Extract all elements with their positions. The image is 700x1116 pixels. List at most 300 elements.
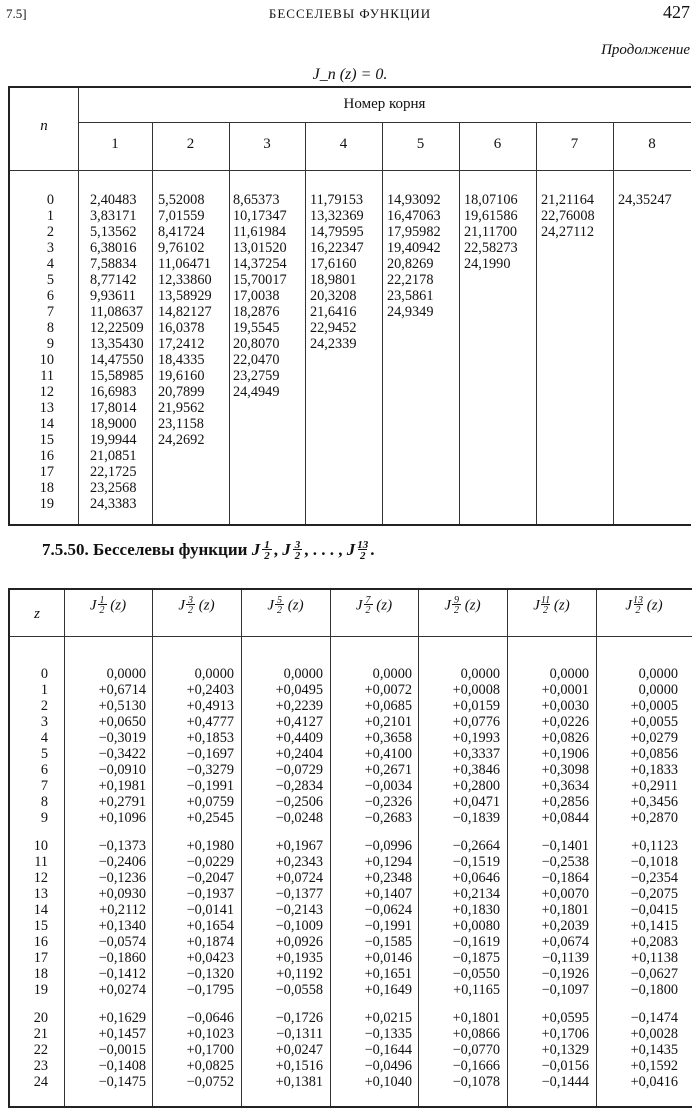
cell: 17 — [39, 464, 54, 480]
cell: +0,0826 — [541, 730, 589, 746]
cell: 0,0000 — [372, 666, 412, 682]
cell: 18,4335 — [158, 352, 205, 368]
func-header — [330, 596, 418, 616]
cell: 10 — [39, 352, 54, 368]
cell: −0,2143 — [275, 902, 323, 918]
cell: 12 — [33, 870, 48, 886]
cell: 11 — [34, 854, 48, 870]
cell: 2 — [40, 698, 48, 714]
cell: 9 — [40, 810, 48, 826]
divider — [64, 590, 65, 1106]
cell: −0,1139 — [542, 950, 589, 966]
period: . — [370, 540, 375, 559]
cell: 22,58273 — [464, 240, 518, 256]
divider — [241, 590, 242, 1106]
cell: −0,1800 — [630, 982, 678, 998]
cell: 13,01520 — [233, 240, 287, 256]
cell: 17,6160 — [310, 256, 357, 272]
cell: 24 — [33, 1074, 48, 1090]
func-symbol: J — [178, 597, 186, 614]
cell: +0,0080 — [452, 918, 500, 934]
cell: −0,3279 — [186, 762, 234, 778]
cell: +0,2239 — [275, 698, 323, 714]
divider — [382, 122, 383, 524]
comma: , — [273, 540, 278, 559]
divider — [152, 122, 153, 524]
cell: −0,1018 — [630, 854, 678, 870]
cell: −0,0752 — [186, 1074, 234, 1090]
cell: 5,13562 — [90, 224, 137, 240]
cell: +0,2911 — [631, 778, 678, 794]
cell: +0,0866 — [452, 1026, 500, 1042]
sub-den: 2 — [264, 550, 270, 563]
cell: +0,1294 — [364, 854, 412, 870]
cell: 15 — [39, 432, 54, 448]
func-header — [152, 596, 241, 616]
cell: +0,2870 — [630, 810, 678, 826]
sub-num: 3 — [294, 539, 301, 552]
cell: −0,1320 — [186, 966, 234, 982]
j9-column — [422, 666, 500, 1090]
cell: −0,1474 — [630, 1010, 678, 1026]
cell: +0,0495 — [275, 682, 323, 698]
func-order — [186, 596, 195, 616]
cell: 13,35430 — [90, 336, 144, 352]
cell: 13,58929 — [158, 288, 212, 304]
cell: +0,1981 — [98, 778, 146, 794]
cell: 18 — [39, 480, 54, 496]
cell: 16 — [39, 448, 54, 464]
cell: −0,1860 — [98, 950, 146, 966]
cell: −0,0415 — [630, 902, 678, 918]
cell: −0,0729 — [275, 762, 323, 778]
cell: −0,1311 — [276, 1026, 323, 1042]
cell: 21,6416 — [310, 304, 357, 320]
cell: −0,1444 — [541, 1074, 589, 1090]
cell: +0,2348 — [364, 870, 412, 886]
col-header-1: 1 — [111, 136, 119, 152]
roots-column-1 — [90, 192, 144, 512]
cell: 0 — [46, 192, 54, 208]
roots-column-7 — [541, 192, 595, 240]
cell: +0,2404 — [275, 746, 323, 762]
order-den: 2 — [635, 605, 641, 616]
cell: −0,1408 — [98, 1058, 146, 1074]
cell: 16 — [33, 934, 48, 950]
cell: −0,1401 — [541, 838, 589, 854]
func-symbol: J — [267, 597, 275, 614]
sub-num: 13 — [357, 539, 369, 552]
order-num: 11 — [540, 595, 551, 606]
cell: −0,0156 — [541, 1058, 589, 1074]
j-symbol: J — [346, 540, 356, 559]
cell: 23,1158 — [158, 416, 204, 432]
cell: 24,2692 — [158, 432, 205, 448]
cell: −0,1991 — [364, 918, 412, 934]
cell: +0,1040 — [364, 1074, 412, 1090]
cell: +0,1435 — [630, 1042, 678, 1058]
cell: +0,1906 — [541, 746, 589, 762]
cell: +0,0001 — [541, 682, 589, 698]
cell: −0,0229 — [186, 854, 234, 870]
cell: 22,76008 — [541, 208, 595, 224]
cell: +0,0072 — [364, 682, 412, 698]
cell: 21 — [33, 1026, 48, 1042]
j1-column — [68, 666, 146, 1090]
cell: −0,2538 — [541, 854, 589, 870]
cell: −0,3422 — [98, 746, 146, 762]
col-header-2: 2 — [186, 136, 195, 152]
cell: 20,8070 — [233, 336, 280, 352]
cell: 13,32369 — [310, 208, 364, 224]
j-symbol: J — [251, 540, 261, 559]
func-arg: (z) — [646, 597, 663, 614]
cell: 6,38016 — [90, 240, 137, 256]
continuation-label: Продолжение — [601, 42, 690, 58]
cell: +0,1192 — [276, 966, 323, 982]
cell: 21,0851 — [90, 448, 137, 464]
cell: −0,0034 — [364, 778, 412, 794]
func-header — [64, 596, 152, 616]
func-order — [364, 596, 373, 616]
cell: 0,0000 — [638, 682, 678, 698]
col-header-5: 5 — [416, 136, 425, 152]
cell: 14,79595 — [310, 224, 364, 240]
func-order — [275, 596, 284, 616]
cell: 14 — [39, 416, 54, 432]
cell: +0,1407 — [364, 886, 412, 902]
func-symbol: J — [355, 597, 363, 614]
func-arg: (z) — [287, 597, 304, 614]
section-name: Бесселевы функции — [93, 540, 248, 559]
cell: +0,0146 — [364, 950, 412, 966]
cell: 22 — [33, 1042, 48, 1058]
cell: 24,1990 — [464, 256, 511, 272]
col-header-4: 4 — [339, 136, 348, 152]
cell: +0,0595 — [541, 1010, 589, 1026]
cell: 7 — [40, 778, 48, 794]
cell: +0,1935 — [275, 950, 323, 966]
cell: 15,58985 — [90, 368, 144, 384]
cell: 9,93611 — [90, 288, 136, 304]
func-symbol: J — [89, 597, 97, 614]
cell: 12,33860 — [158, 272, 212, 288]
cell: 23 — [33, 1058, 48, 1074]
divider — [78, 88, 79, 524]
cell: 8 — [40, 794, 48, 810]
cell: +0,1381 — [275, 1074, 323, 1090]
cell: +0,0005 — [630, 698, 678, 714]
cell: +0,0825 — [186, 1058, 234, 1074]
sub-den: 2 — [359, 550, 366, 563]
group-header: Номер корня — [343, 96, 426, 112]
cell: 13 — [33, 886, 48, 902]
cell: −0,1519 — [452, 854, 500, 870]
cell: +0,6714 — [98, 682, 146, 698]
order-den: 2 — [454, 605, 460, 616]
table1-equation: J_n (z) = 0. — [312, 66, 388, 83]
cell: +0,0759 — [186, 794, 234, 810]
divider — [78, 122, 691, 123]
j11-column — [511, 666, 589, 1090]
cell: +0,1023 — [186, 1026, 234, 1042]
cell: −0,0574 — [98, 934, 146, 950]
cell: 18 — [33, 966, 48, 982]
cell: +0,0471 — [452, 794, 500, 810]
cell: 20,3208 — [310, 288, 357, 304]
cell: 24,35247 — [618, 192, 672, 208]
divider — [418, 590, 419, 1106]
z-header: z — [34, 606, 40, 622]
cell: +0,1592 — [630, 1058, 678, 1074]
n-column — [24, 192, 54, 512]
order-num: 9 — [454, 595, 460, 606]
roots-column-4 — [310, 192, 364, 352]
cell: +0,0930 — [98, 886, 146, 902]
cell: 10,17347 — [233, 208, 287, 224]
cell: −0,2354 — [630, 870, 678, 886]
cell: +0,0776 — [452, 714, 500, 730]
cell: 19 — [33, 982, 48, 998]
cell: −0,1926 — [541, 966, 589, 982]
cell: 6 — [46, 288, 54, 304]
cell: 24,3383 — [90, 496, 137, 512]
cell: −0,1644 — [364, 1042, 412, 1058]
page-number: 427 — [663, 2, 690, 22]
cell: 21,9562 — [158, 400, 205, 416]
cell: +0,1801 — [541, 902, 589, 918]
cell: −0,1377 — [275, 886, 323, 902]
cell: +0,4777 — [186, 714, 234, 730]
cell: −0,1619 — [452, 934, 500, 950]
ellipsis: , . . . , — [304, 540, 343, 559]
cell: 5 — [40, 746, 48, 762]
order-den: 2 — [277, 605, 283, 616]
divider — [10, 636, 692, 637]
cell: −0,0770 — [452, 1042, 500, 1058]
section-number: 7.5.50. — [42, 540, 89, 559]
j7-column — [334, 666, 412, 1090]
cell: +0,3337 — [452, 746, 500, 762]
cell: +0,2101 — [364, 714, 412, 730]
cell: +0,1654 — [186, 918, 234, 934]
cell: 9 — [46, 336, 54, 352]
cell: 11,79153 — [310, 192, 364, 208]
cell: +0,4409 — [275, 730, 323, 746]
cell: 3 — [40, 714, 48, 730]
cell: +0,0724 — [275, 870, 323, 886]
cell: −0,0624 — [364, 902, 412, 918]
cell: 21,11700 — [464, 224, 518, 240]
cell: +0,1329 — [541, 1042, 589, 1058]
cell: −0,0141 — [186, 902, 234, 918]
cell: 16,6983 — [90, 384, 137, 400]
cell: 0 — [40, 666, 48, 682]
divider — [305, 122, 306, 524]
j5-column — [245, 666, 323, 1090]
bessel-table — [8, 588, 692, 1108]
cell: 14,47550 — [90, 352, 144, 368]
cell: −0,1412 — [98, 966, 146, 982]
cell: 19,5545 — [233, 320, 280, 336]
cell: −0,0496 — [364, 1058, 412, 1074]
cell: 3 — [46, 240, 54, 256]
func-symbol: J — [625, 597, 633, 614]
cell: −0,0646 — [186, 1010, 234, 1026]
cell: 17 — [33, 950, 48, 966]
cell: −0,0910 — [98, 762, 146, 778]
cell: 11,61984 — [233, 224, 287, 240]
cell: 17,0038 — [233, 288, 280, 304]
cell: 4 — [40, 730, 48, 746]
cell: +0,0226 — [541, 714, 589, 730]
cell: 23,5861 — [387, 288, 434, 304]
j13-column — [600, 666, 678, 1090]
cell: 14 — [33, 902, 48, 918]
func-arg: (z) — [376, 597, 393, 614]
cell: −0,0015 — [98, 1042, 146, 1058]
func-header — [596, 596, 692, 616]
cell: 19,61586 — [464, 208, 518, 224]
cell: +0,3098 — [541, 762, 589, 778]
cell: 22,2178 — [387, 272, 434, 288]
cell: 17,8014 — [90, 400, 137, 416]
cell: −0,0996 — [364, 838, 412, 854]
cell: 20 — [33, 1010, 48, 1026]
cell: 1 — [46, 208, 54, 224]
cell: −0,0248 — [275, 810, 323, 826]
cell: +0,0215 — [364, 1010, 412, 1026]
cell: −0,0550 — [452, 966, 500, 982]
cell: 0,0000 — [283, 666, 323, 682]
func-arg: (z) — [110, 597, 127, 614]
cell: 16,22347 — [310, 240, 364, 256]
cell: 8,77142 — [90, 272, 137, 288]
cell: +0,0028 — [630, 1026, 678, 1042]
cell: 0,0000 — [194, 666, 234, 682]
sub-den: 2 — [294, 550, 301, 563]
cell: 6 — [40, 762, 48, 778]
func-arg: (z) — [553, 597, 570, 614]
cell: 11 — [40, 368, 54, 384]
sub-num: 1 — [264, 539, 270, 552]
cell: +0,0926 — [275, 934, 323, 950]
cell: 24,9349 — [387, 304, 434, 320]
cell: 11,08637 — [90, 304, 144, 320]
cell: −0,1991 — [186, 778, 234, 794]
cell: −0,2506 — [275, 794, 323, 810]
cell: 22,0470 — [233, 352, 280, 368]
order-den: 2 — [99, 605, 105, 616]
cell: 20,7899 — [158, 384, 205, 400]
cell: 0,0000 — [106, 666, 146, 682]
cell: −0,1097 — [541, 982, 589, 998]
cell: 17,2412 — [158, 336, 205, 352]
cell: +0,0844 — [541, 810, 589, 826]
func-arg: (z) — [464, 597, 481, 614]
func-order — [541, 596, 550, 616]
cell: 8,41724 — [158, 224, 205, 240]
cell: +0,3658 — [364, 730, 412, 746]
cell: −0,1585 — [364, 934, 412, 950]
cell: 14,37254 — [233, 256, 287, 272]
cell: 23,2759 — [233, 368, 280, 384]
cell: 5 — [46, 272, 54, 288]
cell: +0,1830 — [452, 902, 500, 918]
cell: −0,1078 — [452, 1074, 500, 1090]
cell: 2,40483 — [90, 192, 137, 208]
cell: +0,2545 — [186, 810, 234, 826]
cell: 7,58834 — [90, 256, 137, 272]
cell: +0,2134 — [452, 886, 500, 902]
cell: 19,9944 — [90, 432, 137, 448]
cell: +0,1874 — [186, 934, 234, 950]
func-header — [241, 596, 330, 616]
cell: 14,93092 — [387, 192, 441, 208]
cell: 7 — [46, 304, 54, 320]
running-title: БЕССЕЛЕВЫ ФУНКЦИИ — [268, 6, 432, 21]
cell: +0,0008 — [452, 682, 500, 698]
cell: 1 — [40, 682, 48, 698]
cell: −0,1726 — [275, 1010, 323, 1026]
cell: +0,1138 — [631, 950, 678, 966]
cell: −0,1236 — [98, 870, 146, 886]
func-order — [452, 596, 461, 616]
cell: 18,2876 — [233, 304, 280, 320]
cell: +0,1853 — [186, 730, 234, 746]
order-den: 2 — [543, 605, 549, 616]
cell: −0,1335 — [364, 1026, 412, 1042]
cell: −0,1864 — [541, 870, 589, 886]
cell: +0,0685 — [364, 698, 412, 714]
cell: +0,0159 — [452, 698, 500, 714]
cell: −0,1839 — [452, 810, 500, 826]
cell: 24,4949 — [233, 384, 280, 400]
cell: −0,0627 — [630, 966, 678, 982]
func-header — [507, 596, 596, 616]
col-header-8: 8 — [648, 136, 656, 152]
cell: +0,3846 — [452, 762, 500, 778]
cell: +0,0416 — [630, 1074, 678, 1090]
cell: +0,1123 — [631, 838, 678, 854]
order-num: 7 — [365, 595, 371, 606]
cell: 19,6160 — [158, 368, 205, 384]
cell: −0,1795 — [186, 982, 234, 998]
cell: −0,1666 — [452, 1058, 500, 1074]
func-order — [633, 596, 643, 616]
cell: +0,0856 — [630, 746, 678, 762]
cell: +0,5130 — [98, 698, 146, 714]
cell: 19,40942 — [387, 240, 441, 256]
section-title — [42, 540, 374, 562]
func-header — [418, 596, 507, 616]
cell: 18,9000 — [90, 416, 137, 432]
roots-column-3 — [233, 192, 287, 400]
cell: 8 — [46, 320, 54, 336]
cell: 5,52008 — [158, 192, 205, 208]
cell: 12 — [39, 384, 54, 400]
cell: −0,3019 — [98, 730, 146, 746]
cell: +0,0650 — [98, 714, 146, 730]
col-header-7: 7 — [570, 136, 579, 152]
cell: +0,2112 — [99, 902, 146, 918]
cell: +0,0055 — [630, 714, 678, 730]
cell: +0,2856 — [541, 794, 589, 810]
divider — [613, 122, 614, 524]
cell: 10 — [33, 838, 48, 854]
divider — [330, 590, 331, 1106]
cell: 11,06471 — [158, 256, 212, 272]
